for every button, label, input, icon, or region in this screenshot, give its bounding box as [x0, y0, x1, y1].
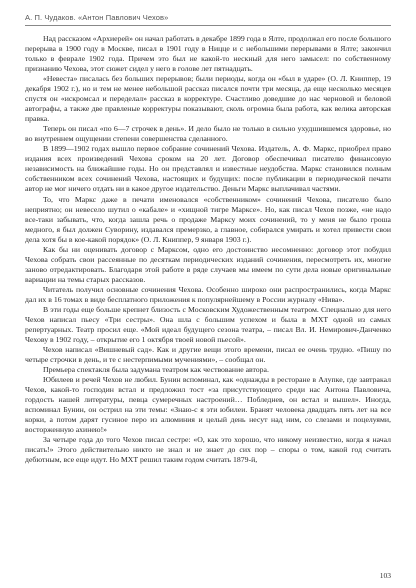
header-divider	[25, 25, 391, 26]
paragraph: Над рассказом «Архиерей» он начал работать в декабре 1899 года в Ялте, продолжал его после большого перерыва в 1900 году в Москве, писал в 1901 году в Ницце и с небольшими перерывами в Ялте; закончил только в феврале 1902 года. Причем это был не какой-то нескный для него замысел: по собственному признанию Чехова, этот сюжет сидел у него в голове лет пятнадцать.	[25, 34, 391, 74]
paragraph: В эти годы еще больше крепнет близость с Московским Художественным театром. Специально для него Чехов написал пьесу «Три сестры». Она шла с большим успехом и была в МХТ одной из самых репертуарных. Театр просил еще. «Мой идеал будущего сезона театра, – писал Вл. И. Немирович-Данченко Чехову в 1902 году, – открытие его 1 октября твоей новой пьесой».	[25, 304, 391, 344]
paragraph: За четыре года до того Чехов писал сестре: «О, как это хорошо, что никому неизвестно, когда я начал писать!» Этого действительно никто не знал и не знает до сих пор – споры о том, какой год считать дебютным, все еще идут. Но МХТ решил таким годом считать 1879-й,	[25, 435, 391, 465]
paragraph: Премьера спектакля была задумана театром как чествование автора.	[43, 365, 269, 375]
paragraph: Как бы ни оценивать договор с Марксом, одно его достоинство несомненно: договор этот побудил Чехова собрать свои рассеянные по десяткам периодических изданий сочинения, пересмотреть их, многие заново отредактировать. Благодаря этой работе в ряде случаев мы имеем по сути дела новые оригинальные вариации на темы старых рассказов.	[25, 244, 391, 284]
running-header: А. П. Чудаков. «Антон Павлович Чехов»	[25, 13, 169, 22]
paragraph: То, что Маркс даже в печати именовался «собственником» сочинений Чехова, писателю было неприятно; он невесело шутил о «кабале» и «хищной тигре Марксе». Но, как писал Чехов позже, «не надо все-таки забывать, что, когда зашла речь о продаже Марксу моих сочинений, то у меня не было гроша медного, я был должен Суворину, издавался премерзко, а главное, собирался умирать и хотел привести свои дела хотя бы в кое-какой порядок» (О. Л. Книппер, 9 января 1903 г.).	[25, 194, 391, 244]
paragraph: Читатель получил основные сочинения Чехова. Особенно широко они распространились, когда Маркс дал их в 16 томах в виде бесплатного приложения к популярнейшему в России журналу «Нива».	[25, 284, 391, 304]
paragraph: В 1899—1902 годах вышло первое собрание сочинений Чехова. Издатель, А. Ф. Маркс, приобрел право издания всех произведений Чехова сроком на 20 лет. Договор обеспечивал писателю финансовую независимость на ближайшие годы. Но он представлял и известные неудобства. Маркс становился полным собственником всех сочинений Чехова, настоящих и будущих: после публикации в периодической печати автор не мог ничего отдать ни в какое другое издательство. Деньги Маркс выплачивал частями.	[25, 144, 391, 194]
paragraph: Юбилеев и речей Чехов не любил. Бунин вспоминал, как «однажды в ресторане в Алупке, где завтракал Чехов, какой-то господин встал и предложил тост «за присутствующего среди нас Антона Павловича, гордость нашей литературы, певца сумеречных настроений… Побледнев, он встал и вышел». Иногда, вспоминал Бунин, он острил на эти темы: «Знаю-с я эти юбилеи. Бранят человека двадцать пять лет на все корки, а потом дарят гусиное перо из алюминия и целый день несут над ним, со слезами и поцелуями, восторженную ахинею!»	[25, 375, 391, 435]
paragraph: «Невеста» писалась без больших перерывов; были периоды, когда он «был в ударе» (О. Л. Книппер, 19 декабря 1902 г.), но и тем не менее небольшой рассказ писался почти три месяца, да еще несколько месяцев спустя он «искромсал и переделал» рассказ в корректуре. Счастливо доведшие до нас черновой и беловой автографы, а также две правленые корректуры показывают, сколь огромна была работа, как велика авторская правка.	[25, 74, 391, 124]
paragraph: Чехов написал «Вишневый сад». Как и другие вещи этого времени, писал ее очень трудно. «Пишу по четыре строчки в день, и те с нестерпимыми мучениями», – сообщал он.	[25, 344, 391, 364]
paragraph: Теперь он писал «по 6—7 строчек в день». И дело было не только в сильно ухудшившемся здоровье, но во внутреннем ощущении степени совершенства сделанного.	[25, 124, 391, 144]
article-body	[25, 34, 391, 465]
page-number: 103	[379, 571, 391, 580]
